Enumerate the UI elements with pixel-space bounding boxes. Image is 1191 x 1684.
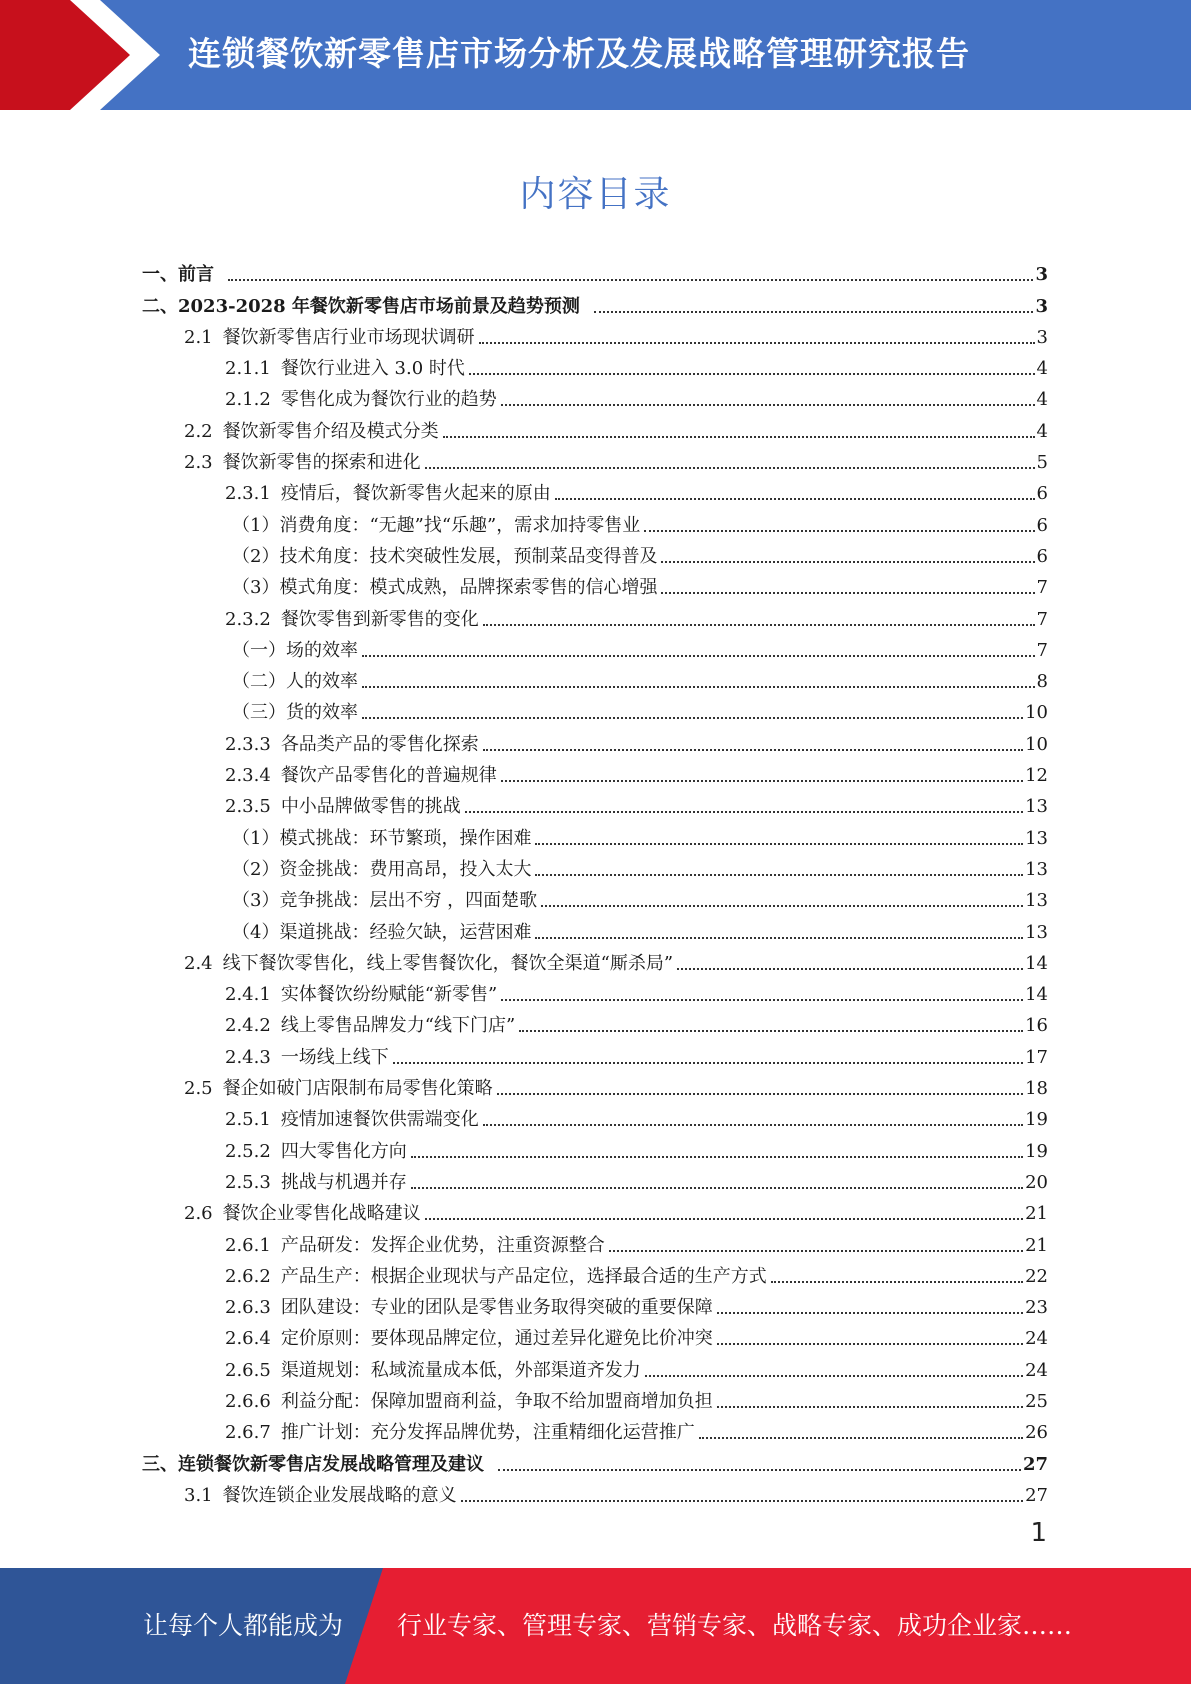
toc-entry-page: 20	[1025, 1171, 1048, 1193]
toc-entry-title: 定价原则：要体现品牌定位，通过差异化避免比价冲突	[280, 1328, 713, 1350]
toc-entry[interactable]	[142, 756, 1048, 787]
toc-entry-number: 2.6.2	[225, 1265, 271, 1287]
toc-entry-number: 2.3.4	[225, 765, 271, 787]
toc-entry-number: 2.3.3	[225, 733, 271, 755]
toc-entry[interactable]	[142, 1382, 1048, 1413]
toc-entry-title: 餐饮新零售的探索和进化	[222, 452, 421, 474]
dot-leader	[411, 1156, 1023, 1158]
dot-leader	[535, 843, 1023, 845]
toc-entry[interactable]	[142, 1037, 1048, 1068]
toc-entry[interactable]	[142, 537, 1048, 568]
toc-entry-page: 8	[1036, 671, 1048, 693]
toc-entry-page: 7	[1036, 639, 1048, 661]
toc-entry[interactable]	[142, 474, 1048, 505]
dot-leader	[661, 561, 1034, 563]
toc-entry-title: 餐饮企业零售化战略建议	[222, 1203, 421, 1225]
toc-entry[interactable]	[142, 568, 1048, 599]
toc-entry-number: 2.3.1	[225, 483, 271, 505]
toc-entry-title: 团队建设：专业的团队是零售业务取得突破的重要保障	[280, 1297, 713, 1319]
dot-leader	[362, 686, 1035, 688]
table-of-contents	[142, 255, 1048, 1507]
toc-entry[interactable]	[142, 944, 1048, 975]
toc-entry-number: 2.4.1	[225, 984, 271, 1006]
toc-entry-title: 利益分配：保障加盟商利益，争取不给加盟商增加负担	[280, 1390, 713, 1412]
toc-entry-title: （三）货的效率	[232, 702, 358, 724]
toc-entry[interactable]	[142, 286, 1048, 317]
dot-leader	[469, 373, 1035, 375]
toc-entry-number: 2.3.2	[225, 608, 271, 630]
toc-entry[interactable]	[142, 724, 1048, 755]
header-red-block	[0, 0, 140, 110]
toc-entry[interactable]	[142, 787, 1048, 818]
toc-entry[interactable]	[142, 912, 1048, 943]
toc-entry-page: 5	[1036, 452, 1048, 474]
toc-entry[interactable]	[142, 443, 1048, 474]
toc-entry-title: 餐饮连锁企业发展战略的意义	[222, 1484, 457, 1506]
toc-entry-page: 4	[1036, 358, 1048, 380]
dot-leader	[717, 1406, 1023, 1408]
toc-entry[interactable]	[142, 1100, 1048, 1131]
toc-entry-title: 餐饮新零售介绍及模式分类	[222, 420, 439, 442]
toc-entry-page: 10	[1025, 702, 1048, 724]
toc-entry-page: 4	[1036, 420, 1048, 442]
toc-heading: 内容目录	[519, 174, 672, 215]
toc-entry-title: 线下餐饮零售化，线上零售餐饮化，餐饮全渠道“厮杀局”	[222, 952, 674, 974]
toc-entry-title: （1）消费角度：“无趣”找“乐趣”，需求加持零售业	[232, 514, 641, 536]
toc-entry[interactable]	[142, 1288, 1048, 1319]
dot-leader	[362, 655, 1035, 657]
footer-slogan-right: 行业专家、管理专家、营销专家、战略专家、成功企业家……	[397, 1611, 1073, 1640]
toc-entry-title: 餐企如破门店限制布局零售化策略	[222, 1078, 493, 1100]
dot-leader	[465, 811, 1023, 813]
toc-entry-title: （2）技术角度：技术突破性发展，预制菜品变得普及	[232, 545, 658, 567]
toc-entry-number: 2.6.5	[225, 1359, 271, 1381]
header-banner	[0, 0, 1191, 110]
toc-entry-number: 2.5.1	[225, 1109, 271, 1131]
dot-leader	[541, 905, 1023, 907]
toc-entry-number: 2.6.1	[225, 1234, 271, 1256]
dot-leader	[609, 1250, 1023, 1252]
toc-entry-page: 23	[1025, 1297, 1048, 1319]
toc-entry-number: 2.5.3	[225, 1171, 271, 1193]
toc-entry-title: （一）场的效率	[232, 639, 358, 661]
dot-leader	[483, 749, 1023, 751]
dot-leader	[519, 1030, 1023, 1032]
toc-entry-page: 17	[1025, 1046, 1048, 1068]
dot-leader	[393, 1062, 1023, 1064]
toc-entry-title: （4）渠道挑战：经验欠缺，运营困难	[232, 921, 532, 943]
toc-entry-number: 2.2	[184, 420, 213, 442]
toc-entry[interactable]	[142, 975, 1048, 1006]
dot-leader	[501, 404, 1035, 406]
toc-entry-title: 餐饮零售到新零售的变化	[280, 608, 479, 630]
dot-leader	[362, 717, 1023, 719]
toc-entry-page: 24	[1025, 1359, 1048, 1381]
toc-entry[interactable]	[142, 380, 1048, 411]
toc-entry-title: 产品生产：根据企业现状与产品定位，选择最合适的生产方式	[280, 1265, 767, 1287]
toc-entry[interactable]	[142, 850, 1048, 881]
dot-leader	[479, 342, 1035, 344]
toc-entry-title: （3）竞争挑战：层出不穷 ，四面楚歌	[232, 890, 538, 912]
toc-entry-page: 24	[1025, 1328, 1048, 1350]
dot-leader	[501, 780, 1023, 782]
toc-entry[interactable]	[142, 1225, 1048, 1256]
toc-entry-number: 二、2023-2028 年餐饮新零售店市场前景及趋势预测	[142, 295, 580, 317]
toc-entry-page: 22	[1025, 1265, 1048, 1287]
toc-entry[interactable]	[142, 693, 1048, 724]
toc-entry[interactable]	[142, 1006, 1048, 1037]
toc-entry-number: 2.3	[184, 452, 213, 474]
footer-banner	[0, 1568, 1191, 1684]
dot-leader	[411, 1187, 1023, 1189]
toc-entry-page: 16	[1025, 1015, 1048, 1037]
dot-leader	[483, 1124, 1023, 1126]
dot-leader	[644, 530, 1034, 532]
dot-leader	[228, 279, 1033, 281]
toc-entry[interactable]	[142, 818, 1048, 849]
dot-leader	[443, 436, 1035, 438]
toc-entry-page: 13	[1025, 921, 1048, 943]
toc-entry-page: 14	[1025, 984, 1048, 1006]
toc-entry[interactable]	[142, 1069, 1048, 1100]
toc-entry-page: 10	[1025, 733, 1048, 755]
toc-entry-number: 2.4.3	[225, 1046, 271, 1068]
toc-entry[interactable]	[142, 349, 1048, 380]
dot-leader	[535, 874, 1023, 876]
toc-entry-number: 2.5	[184, 1078, 213, 1100]
toc-entry-title: （1）模式挑战：环节繁琐，操作困难	[232, 827, 532, 849]
dot-leader	[717, 1312, 1023, 1314]
dot-leader	[645, 1375, 1023, 1377]
toc-entry-page: 6	[1036, 514, 1048, 536]
toc-entry-number: 2.4	[184, 952, 213, 974]
toc-entry-number: 三、连锁餐饮新零售店发展战略管理及建议	[142, 1453, 484, 1475]
toc-entry-title: 一场线上线下	[280, 1046, 389, 1068]
toc-entry-title: 渠道规划：私域流量成本低，外部渠道齐发力	[280, 1359, 641, 1381]
toc-entry-page: 26	[1025, 1422, 1048, 1444]
dot-leader	[501, 999, 1023, 1001]
toc-entry[interactable]	[142, 1194, 1048, 1225]
toc-entry[interactable]	[142, 599, 1048, 630]
toc-entry-page: 3	[1036, 326, 1048, 348]
dot-leader	[535, 937, 1023, 939]
toc-entry-title: （2）资金挑战：费用高昂，投入太大	[232, 858, 532, 880]
toc-entry-number: 2.1.1	[225, 358, 271, 380]
toc-entry-page: 13	[1025, 858, 1048, 880]
toc-entry-number: 2.6.7	[225, 1422, 271, 1444]
toc-entry[interactable]	[142, 1413, 1048, 1444]
toc-entry-title: 零售化成为餐饮行业的趋势	[280, 389, 497, 411]
toc-entry-page: 13	[1025, 796, 1048, 818]
toc-entry-title: 疫情后，餐饮新零售火起来的原由	[280, 483, 551, 505]
toc-entry[interactable]	[142, 505, 1048, 536]
toc-entry[interactable]	[142, 255, 1048, 286]
toc-entry-title: 实体餐饮纷纷赋能“新零售”	[280, 984, 498, 1006]
toc-entry-page: 19	[1025, 1140, 1048, 1162]
toc-entry-number: 2.1	[184, 326, 213, 348]
toc-entry-title: （3）模式角度：模式成熟，品牌探索零售的信心增强	[232, 577, 658, 599]
toc-entry-title: 四大零售化方向	[280, 1140, 407, 1162]
toc-entry-page: 6	[1036, 545, 1048, 567]
dot-leader	[498, 1469, 1021, 1471]
toc-entry-page: 12	[1025, 765, 1048, 787]
toc-entry-number: 2.6.3	[225, 1297, 271, 1319]
toc-entry-title: 线上零售品牌发力“线下门店”	[280, 1015, 516, 1037]
toc-entry[interactable]	[142, 1163, 1048, 1194]
toc-entry-number: 2.5.2	[225, 1140, 271, 1162]
toc-entry[interactable]	[142, 1350, 1048, 1381]
toc-entry-page: 21	[1025, 1203, 1048, 1225]
dot-leader	[677, 968, 1023, 970]
toc-entry[interactable]	[142, 662, 1048, 693]
toc-entry-page: 7	[1036, 608, 1048, 630]
toc-entry-title: 中小品牌做零售的挑战	[280, 796, 461, 818]
toc-entry-title: （二）人的效率	[232, 671, 358, 693]
toc-entry-number: 2.1.2	[225, 389, 271, 411]
toc-entry-number: 2.3.5	[225, 796, 271, 818]
dot-leader	[594, 311, 1034, 313]
toc-entry[interactable]	[142, 1444, 1048, 1475]
toc-entry-page: 13	[1025, 827, 1048, 849]
toc-entry-number: 2.4.2	[225, 1015, 271, 1037]
toc-entry[interactable]	[142, 1257, 1048, 1288]
toc-entry-page: 6	[1036, 483, 1048, 505]
toc-entry-page: 13	[1025, 890, 1048, 912]
toc-entry-number: 2.6	[184, 1203, 213, 1225]
toc-entry-number: 3.1	[184, 1484, 213, 1506]
dot-leader	[771, 1281, 1023, 1283]
toc-entry[interactable]	[142, 631, 1048, 662]
dot-leader	[699, 1437, 1023, 1439]
toc-entry-title: 推广计划：充分发挥品牌优势，注重精细化运营推广	[280, 1422, 695, 1444]
page-number: 1	[1030, 1518, 1047, 1548]
dot-leader	[425, 1218, 1023, 1220]
toc-entry-page: 4	[1036, 389, 1048, 411]
toc-entry-title: 疫情加速餐饮供需端变化	[280, 1109, 479, 1131]
toc-entry-number: 2.6.6	[225, 1390, 271, 1412]
toc-entry-page: 7	[1036, 577, 1048, 599]
toc-entry[interactable]	[142, 881, 1048, 912]
toc-entry-number: 2.6.4	[225, 1328, 271, 1350]
toc-entry-title: 餐饮产品零售化的普遍规律	[280, 765, 497, 787]
toc-entry-page: 19	[1025, 1109, 1048, 1131]
toc-entry-title: 产品研发：发挥企业优势，注重资源整合	[280, 1234, 605, 1256]
toc-entry-title: 挑战与机遇并存	[280, 1171, 407, 1193]
toc-entry[interactable]	[142, 1319, 1048, 1350]
toc-entry[interactable]	[142, 318, 1048, 349]
dot-leader	[461, 1500, 1023, 1502]
toc-entry[interactable]	[142, 411, 1048, 442]
toc-entry-page: 3	[1035, 295, 1048, 317]
toc-entry-page: 3	[1035, 264, 1048, 286]
dot-leader	[661, 592, 1034, 594]
toc-entry-number: 一、前言	[142, 264, 214, 286]
toc-entry-page: 27	[1022, 1453, 1048, 1475]
toc-entry-page: 14	[1025, 952, 1048, 974]
toc-entry[interactable]	[142, 1476, 1048, 1507]
dot-leader	[555, 498, 1035, 500]
toc-entry-title: 餐饮行业进入 3.0 时代	[280, 358, 465, 380]
toc-entry-page: 27	[1025, 1484, 1048, 1506]
toc-entry[interactable]	[142, 1131, 1048, 1162]
report-title: 连锁餐饮新零售店市场分析及发展战略管理研究报告	[188, 34, 970, 73]
dot-leader	[497, 1093, 1023, 1095]
toc-entry-page: 18	[1025, 1078, 1048, 1100]
dot-leader	[483, 624, 1035, 626]
dot-leader	[717, 1343, 1023, 1345]
toc-entry-title: 餐饮新零售店行业市场现状调研	[222, 326, 475, 348]
toc-entry-title: 各品类产品的零售化探索	[280, 733, 479, 755]
toc-entry-page: 25	[1025, 1390, 1048, 1412]
toc-entry-page: 21	[1025, 1234, 1048, 1256]
footer-slogan-left: 让每个人都能成为	[143, 1611, 344, 1640]
dot-leader	[425, 467, 1035, 469]
